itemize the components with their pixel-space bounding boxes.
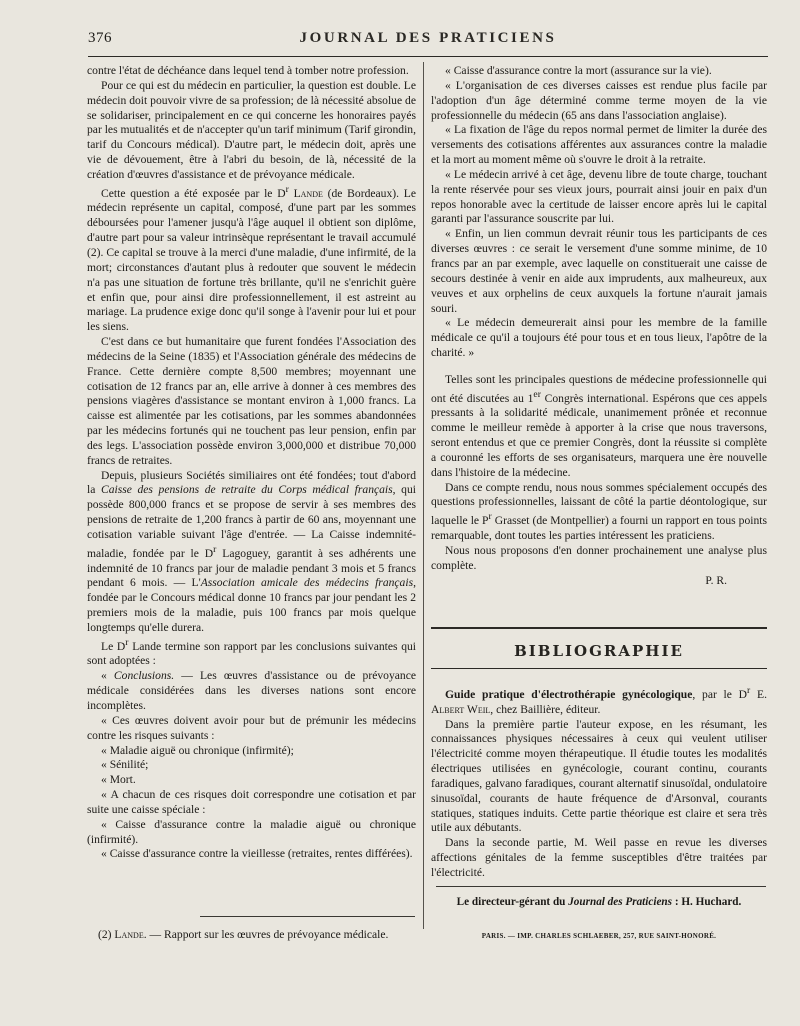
quote-line: « Caisse d'assurance contre la vieillesse (retraites, rentes différées). — [101, 847, 413, 861]
footnote-rule — [200, 916, 415, 917]
right-column — [431, 64, 767, 588]
printer-line: PARIS. — IMP. CHARLES SCHLAEBER, 257, RUE SAINT-HONORÉ. — [481, 932, 717, 940]
page-number: 376 — [88, 30, 112, 46]
paragraph: C'est dans ce but humanitaire que furent fondées l'Association des médecins de la Seine (1835) et l'Association générale des médecins de France. Cette dernière compte 8,500 membres; moyennant une cotisation de 12 francs par an, elle arrive à donner à ces membres des pensions viagères d'assistance se montant environ à 1,000 francs. La caisse est alimentée par les cotisations, par les sommes abandonnées par les médecins fortunés qui ne touchent pas leur pension, enfin par des legs. L'association possède environ 3,000,000 et distribue 70,000 francs de retraites. — [87, 335, 416, 467]
paragraph: Dans la seconde partie, M. Weil passe en revue les diverses affections génitales de la femme susceptibles d'être traitées par l'électricité. — [431, 836, 767, 879]
paragraph-conclusion: Telles sont les principales questions de médecine professionnelle qui ont été discutées au 1er Congrès international. Espérons que ces appels pressants à la solidarité médicale, unanimement prônée et reconnue comme le meilleur remède à apporter à la crise que nous traversons, seront entendus et que ce premier Congrès, dont la réussite si complète a couronné les efforts de ses organisateurs, marquera une ère nouvelle dans l'histoire de la médecine. — [431, 372, 767, 479]
colophon-rule — [436, 886, 766, 887]
quote-line: « La fixation de l'âge du repos normal permet de limiter la durée des versements des cotisations afférentes aux assurances contre la maladie et la mort au moment même où s'ouvre le droit à la retraite. — [431, 123, 767, 167]
bibliography-entry: Guide pratique d'électrothérapie gynécologique, par le $D^r$ E. Albert Weil, chez Baillière, éditeur. — [431, 685, 767, 716]
header-rule — [88, 56, 768, 57]
quote-line: « Caisse d'assurance contre la maladie aiguë ou chronique (infirmité). — [87, 817, 416, 846]
paragraph: Pour ce qui est du médecin en particulier, la question est double. Le médecin doit pouvoir vivre de sa profession; de là nécessité absolue de se solidariser, principalement en ce qui concerne les honoraires payés par les mutualités et de n'accepter qu'un tarif minimum (Tarif girondin, tarif du Concours médical). D'autre part, le médecin doit, après une vie de dévouement, être à l'abri du besoin, de là, nécessité de la création d'œuvres d'assistance et de prévoyance médicale. — [87, 78, 416, 181]
book-title: Guide pratique d'électrothérapie gynécologique — [445, 687, 693, 701]
quote-line: « A chacun de ces risques doit correspondre une cotisation et par suite une caisse spéciale : — [87, 788, 416, 816]
quote-line: « Enfin, un lien commun devrait réunir tous les participants de ces diverses œuvres : ce serait le versement d'une somme minime, de 10 francs par an par exemple, avec laquelle on constituerait une caisse de secours destinée à venir en aide aux imprudents, aux malheureux, aux veuves et aux orphelins de ceux auxquels la fortune n'aurait jamais souri. — [431, 227, 767, 315]
paragraph-lande-report: Cette question a été exposée par le $D^r$ Lande (de Bordeaux). Le médecin représente un capital, composé, d'une part par les sommes déboursées pour l'amener jusqu'à l'âge auquel il obtient son diplôme, d'autre part pour sa valeur intrinsèque représentant le travail accumulé (2). Ce capital se trouve à la merci d'une maladie, d'une infirmité, de la mort; circonstances d'autant plus à redouter que souvent le médecin n'a pas une situation de fortune très brillante, qu'il ne s'enrichit guère et enfin que, pour ainsi dire professionnellement, il est astreint au mariage. La prudence exige donc qu'il songe à l'avenir pour lui et pour les siens. — [87, 183, 416, 334]
quote-line: « Ces œuvres doivent avoir pour but de prémunir les médecins contre les risques suivants : — [87, 713, 416, 742]
quote-line: « Mort. — [101, 773, 136, 787]
bibliography-section — [431, 684, 767, 881]
paragraph: Dans ce compte rendu, nous nous sommes spécialement occupés des questions professionnelles, laissant de côté la partie déontologique, sur laquelle le $P^r$ Grasset (de Montpellier) a fourni un rapport en tous points remarquable, dont toutes les parties intéressent les praticiens. — [431, 480, 767, 543]
director-line: Le directeur-gérant du Journal des Praticiens : H. Huchard. — [456, 896, 742, 908]
quote-line: « Le médecin arrivé à cet âge, devenu libre de toute charge, touchant la rente réservée pour ses vieux jours, pourrait ainsi jouir en paix d'un repos honorable avec la certitude de laisser encore après lui le capital garanti par l'assurance souscrite par lui. — [431, 167, 767, 226]
paragraph: Dans la première partie l'auteur expose, en les résumant, les connaissances physiques nécessaires à ceux qui veulent utiliser l'électricité comme moyen thérapeutique. Il étudie toutes les modalités électriques utilisées en gynécologie, courant continu, courants faradiques, galvano faradiques, courant alternatif sinusoïdal, ondulatoire sinusoïdal, courants de haute fréquence de d'Arsonval, courants statiques, statiques induits. Cette partie théorique est claire et sera très utile aux débutants. — [431, 717, 767, 835]
paragraph-societies: Depuis, plusieurs Sociétés similiaires ont été fondées; tout d'abord la Caisse des pensions de retraite du Corps médical français, qui possède 800,000 francs et se propose de servir à ses membres des pensions de retraite de 1,200 francs à partir de 60 ans, moyennant une cotisation variable suivant l'âge d'entrée. — La Caisse indemnité-maladie, fondée par le $D^r$ Lagoguey, garantit à ses adhérents une indemnité de 10 francs par jour de maladie pendant 3 mois et 5 francs pendant 6 mois. — L'Association amicale des médecins français, fondée par le Concours médical donne 10 francs par jour pendant les 2 premiers mois de la maladie, puis 100 francs par mois quelque longtemps qu'elle durera. — [87, 468, 417, 634]
society-name: Association amicale des médecins français — [200, 576, 414, 590]
author-name: Lande — [293, 186, 323, 200]
quote-line: « L'organisation de ces diverses caisses est rendue plus facile par l'adoption d'un âge déterminé comme terme moyen de la vie professionnelle du médecin (65 ans dans l'association anglaise). — [431, 78, 767, 122]
quote-line: « Sénilité; — [101, 758, 149, 772]
quote-line: « Caisse d'assurance contre la mort (assurance sur la vie). — [445, 64, 712, 77]
running-title: JOURNAL DES PRATICIENS — [299, 30, 557, 46]
page-header — [88, 26, 768, 56]
section-heading: BIBLIOGRAPHIE — [514, 642, 684, 660]
column-divider — [423, 62, 424, 929]
author-name: E. Albert Weil — [431, 687, 767, 716]
paragraph: Nous nous proposons d'en donner prochainement une analyse plus complète. — [431, 543, 767, 572]
signature: P. R. — [705, 573, 727, 587]
left-column — [87, 64, 416, 862]
paragraph: contre l'état de déchéance dans lequel tend à tomber notre profession. — [87, 64, 409, 77]
section-rule — [431, 668, 767, 669]
footnote: (2) Lande. — Rapport sur les œuvres de prévoyance médicale. — [98, 928, 389, 941]
society-name: Caisse des pensions de retraite du Corps médical français — [100, 483, 393, 497]
quote-line: « Conclusions. — Les œuvres d'assistance ou de prévoyance médicale considérées dans les diverses nations sont encore incomplètes. — [87, 669, 416, 713]
paragraph: Le $D^r$ Lande termine son rapport par les conclusions suivantes qui sont adoptées : — [87, 636, 417, 668]
section-rule — [431, 627, 767, 629]
quote-line: « Maladie aiguë ou chronique (infirmité); — [101, 743, 294, 757]
quote-line: « Le médecin demeurerait ainsi pour les membre de la famille médicale ce qu'il a toujours été pour tous et en tous lieux, l'apôtre de la charité. » — [431, 316, 767, 360]
signature-line — [431, 574, 767, 589]
